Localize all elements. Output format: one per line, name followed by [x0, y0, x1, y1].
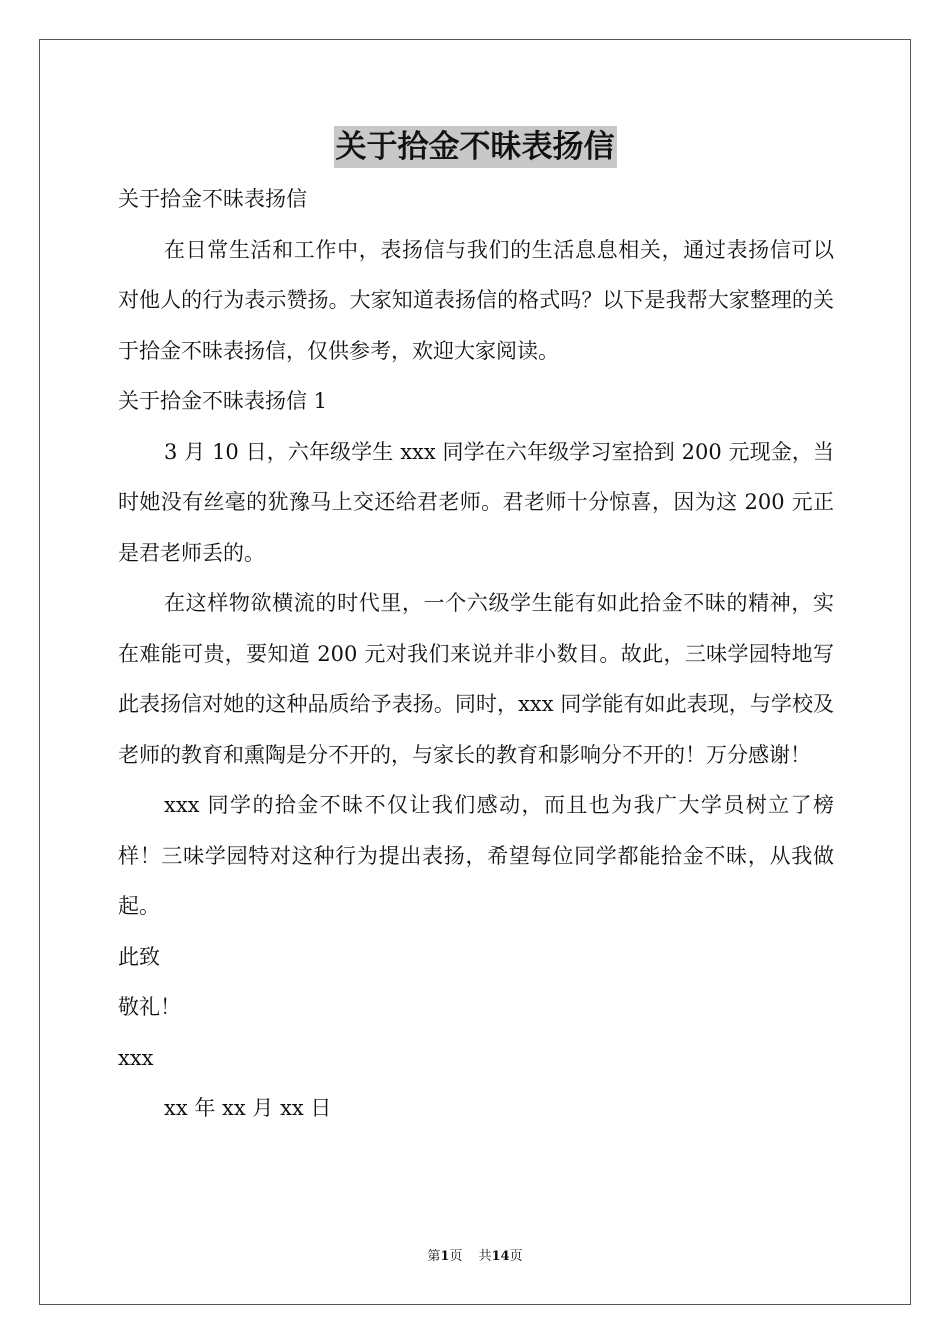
page-suffix: 页 [449, 1249, 463, 1264]
total-prefix: 共 [478, 1249, 492, 1264]
page-number: 1 [440, 1249, 450, 1264]
signature: xxx [118, 1045, 154, 1070]
body-paragraph-3: xxx 同学的拾金不昧不仅让我们感动，而且也为我广大学员树立了榜样！三味学园特对这种行为提出表扬，希望每位同学都能拾金不昧，从我做起。 [118, 793, 834, 918]
total-suffix: 页 [509, 1249, 523, 1264]
title-container [0, 126, 950, 168]
body-paragraph-1: 3 月 10 日，六年级学生 xxx 同学在六年级学习室拾到 200 元现金，当时她没有丝毫的犹豫马上交还给君老师。君老师十分惊喜，因为这 200 元正是君老师丢的。 [118, 439, 834, 565]
closing-respect: 敬礼！ [118, 995, 181, 1019]
body-paragraph-2: 在这样物欲横流的时代里，一个六级学生能有如此拾金不昧的精神，实在难能可贵，要知道 200 元对我们来说并非小数目。故此，三味学园特地写此表扬信对她的这种品质给予表扬。同时，xxx 同学能有如此表现，与学校及老师的教育和熏陶是分不开的，与家长的教育和影响分不开的！万分感谢！ [118, 591, 834, 767]
subtitle-line: 关于拾金不昧表扬信 [118, 187, 307, 211]
intro-paragraph: 在日常生活和工作中，表扬信与我们的生活息息相关，通过表扬信可以对他人的行为表示赞扬。大家知道表扬信的格式吗？以下是我帮大家整理的关于拾金不昧表扬信，仅供参考，欢迎大家阅读。 [118, 237, 834, 363]
date-line: xx 年 xx 月 xx 日 [164, 1096, 332, 1120]
document-body [118, 174, 834, 1134]
closing-salutation: 此致 [118, 944, 160, 969]
page-prefix: 第 [427, 1249, 441, 1264]
document-title: 关于拾金不昧表扬信 [334, 126, 617, 168]
total-pages: 14 [491, 1249, 510, 1264]
section-heading-1: 关于拾金不昧表扬信 1 [118, 389, 328, 413]
page-footer [0, 1247, 950, 1267]
